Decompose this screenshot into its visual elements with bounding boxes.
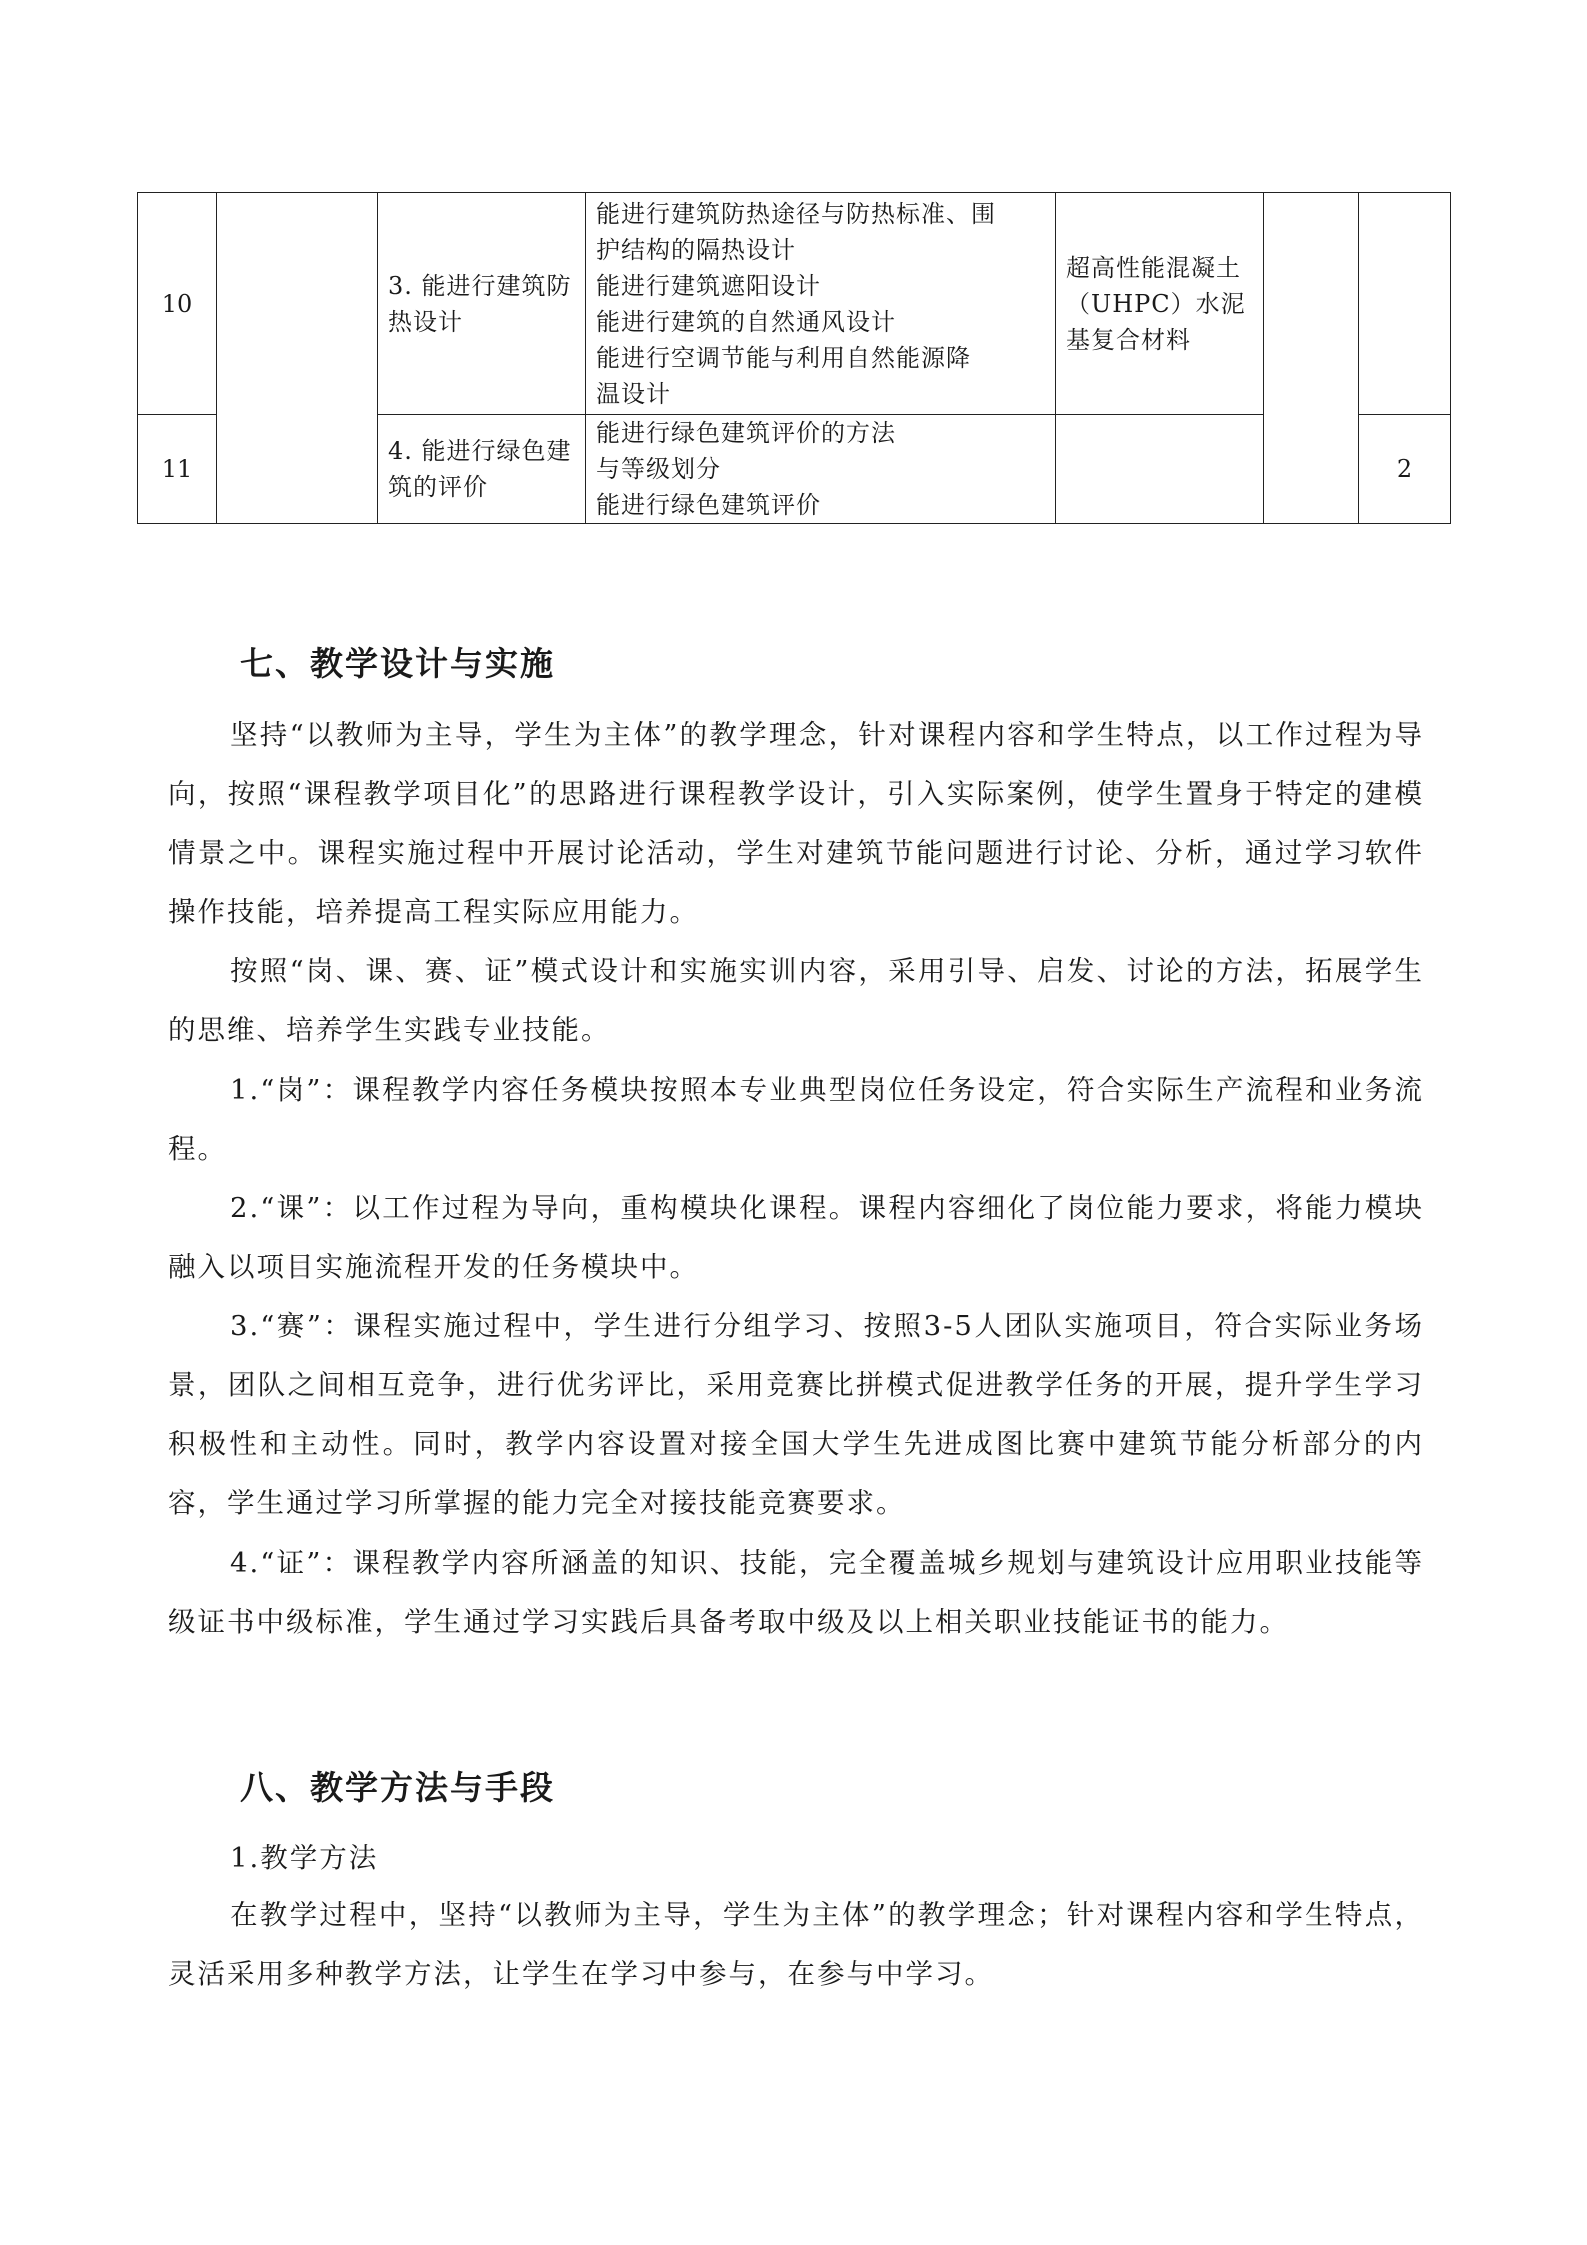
hours-cell: 2 bbox=[1359, 415, 1451, 524]
detail-line: 护结构的隔热设计 bbox=[596, 235, 796, 264]
detail-line: 能进行绿色建筑评价 bbox=[596, 491, 821, 519]
section-heading: 七、教学设计与实施 bbox=[240, 644, 555, 683]
method-cell bbox=[1264, 193, 1359, 524]
detail-cell bbox=[586, 193, 1056, 415]
detail-line: 能进行绿色建筑评价的方法 bbox=[596, 419, 896, 447]
paragraph: 1.“岗”：课程教学内容任务模块按照本专业典型岗位任务设定，符合实际生产流程和业务流程。 bbox=[168, 1074, 1424, 1165]
row-number: 10 bbox=[138, 193, 217, 415]
material-cell: 超高性能混凝土（UHPC）水泥基复合材料 bbox=[1056, 193, 1264, 415]
paragraph: 在教学过程中，坚持“以教师为主导，学生为主体”的教学理念；针对课程内容和学生特点，灵活采用多种教学方法，让学生在学习中参与，在参与中学习。 bbox=[168, 1899, 1424, 1990]
paragraph: 2.“课”：以工作过程为导向，重构模块化课程。课程内容细化了岗位能力要求，将能力模块融入以项目实施流程开发的任务模块中。 bbox=[168, 1192, 1424, 1283]
paragraph: 3.“赛”：课程实施过程中，学生进行分组学习、按照3-5人团队实施项目，符合实际业务场景，团队之间相互竞争，进行优劣评比，采用竞赛比拼模式促进教学任务的开展，提升学生学习积极性和主动性。同时，教学内容设置对接全国大学生先进成图比赛中建筑节能分析部分的内容，学生通过学习所掌握的能力完全对接技能竞赛要求。 bbox=[168, 1310, 1424, 1519]
detail-line: 能进行建筑遮阳设计 bbox=[596, 271, 821, 300]
detail-line: 能进行建筑的自然通风设计 bbox=[596, 307, 896, 336]
paragraph: 按照“岗、课、赛、证”模式设计和实施实训内容，采用引导、启发、讨论的方法，拓展学生的思维、培养学生实践专业技能。 bbox=[168, 955, 1424, 1046]
course-content-table bbox=[137, 192, 1451, 524]
table-row bbox=[138, 193, 1451, 415]
detail-cell bbox=[586, 415, 1056, 524]
section-heading: 八、教学方法与手段 bbox=[240, 1768, 555, 1807]
module-cell: 3. 能进行建筑防热设计 bbox=[378, 193, 586, 415]
detail-line: 能进行建筑防热途径与防热标准、围 bbox=[596, 199, 996, 228]
project-cell bbox=[217, 193, 378, 524]
material-cell bbox=[1056, 415, 1264, 524]
module-cell: 4. 能进行绿色建筑的评价 bbox=[378, 415, 586, 524]
paragraph: 4.“证”：课程教学内容所涵盖的知识、技能，完全覆盖城乡规划与建筑设计应用职业技能等级证书中级标准，学生通过学习实践后具备考取中级及以上相关职业技能证书的能力。 bbox=[168, 1547, 1424, 1638]
detail-line: 与等级划分 bbox=[596, 455, 721, 483]
row-number: 11 bbox=[138, 415, 217, 524]
detail-line: 温设计 bbox=[596, 379, 671, 408]
detail-line: 能进行空调节能与利用自然能源降 bbox=[596, 343, 971, 372]
paragraph: 坚持“以教师为主导，学生为主体”的教学理念，针对课程内容和学生特点，以工作过程为导向，按照“课程教学项目化”的思路进行课程教学设计，引入实际案例，使学生置身于特定的建模情景之中。课程实施过程中开展讨论活动，学生对建筑节能问题进行讨论、分析，通过学习软件操作技能，培养提高工程实际应用能力。 bbox=[168, 719, 1424, 928]
hours-cell bbox=[1359, 193, 1451, 415]
subheading: 1.教学方法 bbox=[230, 1842, 379, 1874]
